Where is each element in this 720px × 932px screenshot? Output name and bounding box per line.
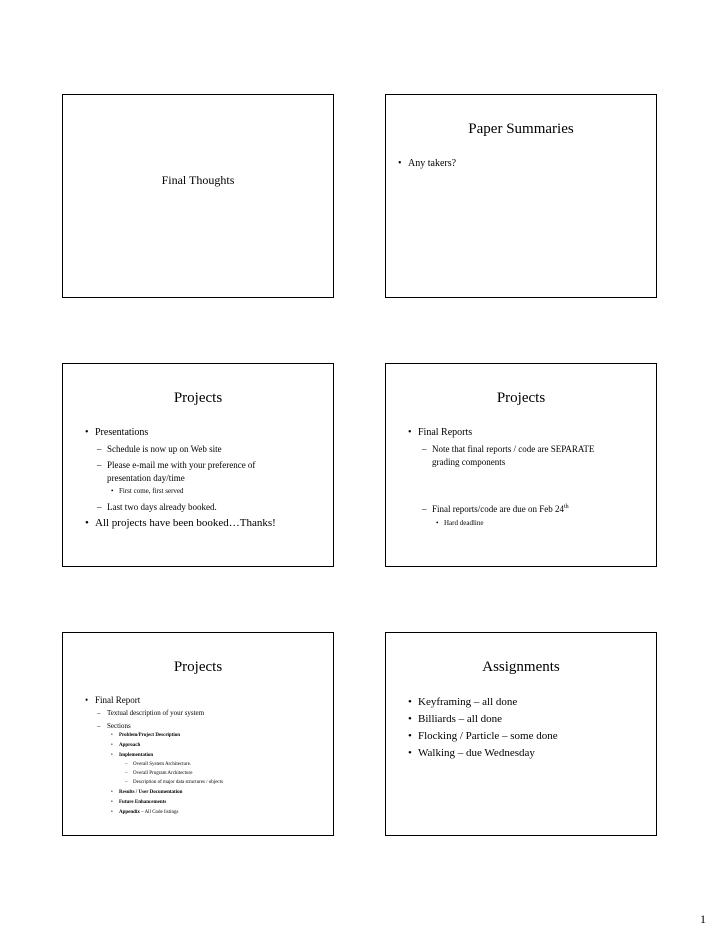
bullet-text: Billiards – all done xyxy=(418,713,503,725)
bullet-marker: • xyxy=(85,695,89,705)
section-item: Results / User Documentation xyxy=(119,790,183,795)
dash-marker: – xyxy=(97,444,102,454)
subsection-item: Overall System Architecture. xyxy=(133,762,192,767)
dash-text: Last two days already booked. xyxy=(107,502,217,512)
dash-text: Final reports/code are due on Feb 24th xyxy=(432,504,569,514)
slide-title: Assignments xyxy=(482,659,560,675)
section-item: Implementation xyxy=(119,753,154,758)
sub-bullet-marker: • xyxy=(111,743,113,748)
bullet-marker: • xyxy=(85,427,89,438)
bullet-text: Presentations xyxy=(95,427,149,438)
slide-final-thoughts xyxy=(62,94,334,298)
section-item: Problem/Project Description xyxy=(119,733,181,738)
dash-marker: – xyxy=(125,780,128,785)
bullet-marker: • xyxy=(408,696,412,708)
section-item: Future Enhancements xyxy=(119,800,167,805)
dash-marker: – xyxy=(97,502,102,512)
dash-text-continued: presentation day/time xyxy=(107,473,185,483)
slide-assignments xyxy=(385,632,657,836)
section-item: Appendix – All Code listings xyxy=(119,810,179,815)
dash-marker: – xyxy=(97,722,101,730)
slide-projects-presentations xyxy=(62,363,334,567)
dash-marker: – xyxy=(422,444,427,454)
dash-marker: – xyxy=(422,504,427,514)
bullet-text: Keyframing – all done xyxy=(418,696,518,708)
sub-bullet-text: Hard deadline xyxy=(444,519,484,527)
slide-title: Final Thoughts xyxy=(161,173,235,187)
dash-text: Schedule is now up on Web site xyxy=(107,444,222,454)
sub-bullet-marker: • xyxy=(436,519,439,527)
slide-projects-final-reports xyxy=(385,363,657,567)
bullet-marker: • xyxy=(408,730,412,742)
bullet-text: Walking – due Wednesday xyxy=(418,747,535,759)
subsection-item: Overall Program Architecture xyxy=(133,771,193,776)
dash-marker: – xyxy=(125,771,128,776)
bullet-marker: • xyxy=(408,713,412,725)
sub-bullet-marker: • xyxy=(111,753,113,758)
bullet-marker: • xyxy=(85,517,89,529)
bullet-text: Final Reports xyxy=(418,427,473,438)
sub-bullet-marker: • xyxy=(111,810,113,815)
bullet-text: All projects have been booked…Thanks! xyxy=(95,517,276,529)
subsection-item: Description of major data structures / objects xyxy=(133,780,223,785)
bullet-marker: • xyxy=(408,427,412,438)
dash-text-continued: grading components xyxy=(432,457,506,467)
slide-title: Projects xyxy=(173,659,223,675)
sub-bullet-marker: • xyxy=(111,800,113,805)
dash-text: Textual description of your system xyxy=(107,709,205,717)
section-item: Approach xyxy=(119,743,141,748)
slide-title: Paper Summaries xyxy=(468,121,574,137)
dash-text: Sections xyxy=(107,722,131,730)
dash-text: Note that final reports / code are SEPARATE xyxy=(432,444,595,454)
bullet-text: Flocking / Particle – some done xyxy=(418,730,558,742)
sub-bullet-marker: • xyxy=(111,733,113,738)
dash-marker: – xyxy=(97,709,101,717)
slide-paper-summaries xyxy=(385,94,657,298)
dash-marker: – xyxy=(97,460,102,470)
sub-bullet-text: First come, first served xyxy=(119,487,184,495)
bullet-text: Final Report xyxy=(95,695,141,705)
page-number: 1 xyxy=(700,912,706,926)
bullet-text: Any takers? xyxy=(408,158,457,169)
dash-text: Please e-mail me with your preference of xyxy=(107,460,256,470)
bullet-marker: • xyxy=(398,158,402,169)
sub-bullet-marker: • xyxy=(111,790,113,795)
slide-title: Projects xyxy=(173,390,223,406)
slide-title: Projects xyxy=(496,390,546,406)
slide-projects-sections xyxy=(62,632,334,836)
bullet-marker: • xyxy=(408,747,412,759)
sub-bullet-marker: • xyxy=(111,487,114,495)
dash-marker: – xyxy=(125,762,128,767)
